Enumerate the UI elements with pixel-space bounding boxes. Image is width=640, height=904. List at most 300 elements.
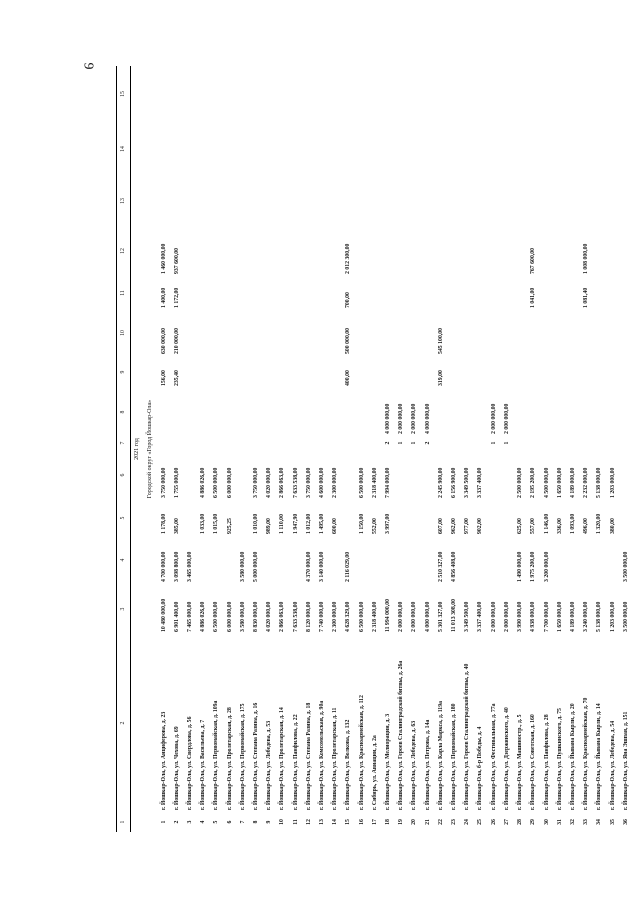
- value-cell: [237, 436, 250, 450]
- value-cell: [224, 388, 237, 436]
- value-cell: [329, 310, 342, 356]
- value-cell: [514, 436, 527, 450]
- value-cell: [237, 356, 250, 388]
- value-cell: [620, 276, 633, 310]
- value-cell: 2: [385, 441, 392, 445]
- value-cell: [567, 388, 580, 436]
- row-number: 19: [398, 819, 405, 825]
- value-cell: [197, 536, 210, 584]
- value-cell: 2 245 900,00: [437, 467, 444, 498]
- value-cell: 5 301 327,00: [437, 601, 444, 632]
- value-cell: 3 990 000,00: [517, 601, 524, 632]
- table-row: [158, 66, 171, 832]
- value-cell: 2 866 063,00: [279, 601, 286, 632]
- empty-cell: [448, 66, 461, 122]
- value-cell: 1 033,00: [200, 513, 207, 534]
- value-cell: 4 370 000,00: [305, 551, 312, 582]
- value-cell: 1 010,00: [253, 513, 260, 534]
- row-number: 4: [200, 820, 207, 824]
- value-cell: [554, 436, 567, 450]
- value-cell: [395, 536, 408, 584]
- value-cell: [527, 388, 540, 436]
- value-cell: 500 000,00: [345, 327, 352, 354]
- table-row: [461, 66, 474, 832]
- column-number: 7: [117, 436, 131, 450]
- value-cell: [501, 356, 514, 388]
- value-cell: [541, 388, 554, 436]
- empty-cell: [250, 176, 263, 226]
- table-row: [250, 66, 263, 832]
- address-cell: г. Йошкар-Ола, ул. Советская, д. 160: [530, 714, 537, 810]
- value-cell: 2 195 200,00: [530, 467, 537, 498]
- table-row: [580, 66, 593, 832]
- value-cell: 1 203 000,00: [609, 601, 616, 632]
- value-cell: [237, 276, 250, 310]
- row-number: 1: [160, 820, 167, 824]
- value-cell: [329, 436, 342, 450]
- value-cell: [474, 356, 487, 388]
- value-cell: [567, 536, 580, 584]
- value-cell: [356, 436, 369, 450]
- value-cell: 989,00: [266, 518, 273, 534]
- value-cell: [501, 450, 514, 500]
- value-cell: 3 349 500,00: [464, 467, 471, 498]
- value-cell: [488, 536, 501, 584]
- value-cell: [369, 356, 382, 388]
- value-cell: [607, 310, 620, 356]
- value-cell: 3 997,00: [385, 513, 392, 534]
- column-number: 9: [117, 356, 131, 388]
- empty-cell: [316, 176, 329, 226]
- value-cell: [567, 310, 580, 356]
- value-cell: [184, 388, 197, 436]
- value-cell: 1: [503, 441, 510, 445]
- table-row: [501, 66, 514, 832]
- value-cell: 4 000 000,00: [385, 403, 392, 434]
- empty-cell: [514, 176, 527, 226]
- rotated-page: [116, 66, 629, 832]
- empty-cell: [210, 176, 223, 226]
- value-cell: [184, 450, 197, 500]
- empty-cell: [514, 66, 527, 122]
- row-number: 16: [358, 819, 365, 825]
- empty-cell: [263, 66, 276, 122]
- value-cell: 1 178,00: [160, 513, 167, 534]
- value-cell: [620, 388, 633, 436]
- empty-cell: [263, 176, 276, 226]
- value-cell: [276, 356, 289, 388]
- value-cell: 1 490 000,00: [517, 551, 524, 582]
- value-cell: 2 000 000,00: [398, 601, 405, 632]
- empty-cell: [184, 66, 197, 122]
- value-cell: [541, 276, 554, 310]
- value-cell: [395, 226, 408, 276]
- empty-cell: [541, 122, 554, 176]
- value-cell: [620, 356, 633, 388]
- value-cell: 700,00: [345, 292, 352, 308]
- value-cell: [501, 536, 514, 584]
- value-cell: [316, 356, 329, 388]
- value-cell: [474, 310, 487, 356]
- value-cell: [422, 450, 435, 500]
- row-number: 17: [371, 819, 378, 825]
- value-cell: 1: [398, 441, 405, 445]
- empty-cell: [527, 176, 540, 226]
- table-row: [197, 66, 210, 832]
- value-cell: 3 750 000,00: [253, 467, 260, 498]
- value-cell: 962,00: [451, 518, 458, 534]
- empty-cell: [448, 176, 461, 226]
- value-cell: 552,00: [371, 518, 378, 534]
- value-cell: [316, 310, 329, 356]
- value-cell: 6 500 000,00: [213, 601, 220, 632]
- value-cell: [290, 226, 303, 276]
- value-cell: [607, 536, 620, 584]
- row-number: 32: [569, 819, 576, 825]
- address-cell: г. Йошкар-Ола, ул. Васильева, д. 7: [200, 719, 207, 810]
- value-cell: 4 189 000,00: [569, 467, 576, 498]
- empty-cell: [369, 122, 382, 176]
- value-cell: [290, 310, 303, 356]
- empty-cell: [276, 66, 289, 122]
- column-number-row: [117, 66, 131, 832]
- value-cell: 1 041,00: [530, 287, 537, 308]
- value-cell: 1 460 000,00: [160, 243, 167, 274]
- value-cell: [554, 536, 567, 584]
- value-cell: 5 000 000,00: [253, 551, 260, 582]
- address-cell: г. Йошкар-Ола, ул. Анциферова, д. 23: [160, 711, 167, 810]
- value-cell: 2 300 000,00: [332, 467, 339, 498]
- value-cell: [527, 310, 540, 356]
- empty-cell: [382, 66, 395, 122]
- empty-cell: [263, 122, 276, 176]
- value-cell: [408, 500, 421, 536]
- value-cell: [263, 356, 276, 388]
- empty-cell: [435, 176, 448, 226]
- empty-cell: [395, 66, 408, 122]
- value-cell: [514, 310, 527, 356]
- value-cell: 1 012,00: [305, 513, 312, 534]
- district-row: [144, 66, 157, 832]
- value-cell: [303, 388, 316, 436]
- value-cell: 4 600 000,00: [319, 467, 326, 498]
- value-cell: [210, 536, 223, 584]
- value-cell: [448, 436, 461, 450]
- empty-cell: [593, 122, 606, 176]
- value-cell: [435, 276, 448, 310]
- value-cell: [593, 226, 606, 276]
- value-cell: [224, 310, 237, 356]
- row-number: 20: [411, 819, 418, 825]
- value-cell: [501, 226, 514, 276]
- value-cell: [369, 276, 382, 310]
- value-cell: [514, 276, 527, 310]
- table-row: [263, 66, 276, 832]
- value-cell: [461, 226, 474, 276]
- address-cell: г. Йошкар-Ола, ул. Петрова, д. 14а: [424, 719, 431, 810]
- value-cell: [395, 450, 408, 500]
- value-cell: 937 600,00: [173, 247, 180, 274]
- row-number: 2: [173, 820, 180, 824]
- empty-cell: [554, 66, 567, 122]
- value-cell: 977,00: [464, 518, 471, 534]
- table-row: [527, 66, 540, 832]
- value-cell: [276, 388, 289, 436]
- value-cell: [342, 450, 355, 500]
- table-row: [356, 66, 369, 832]
- value-cell: [567, 226, 580, 276]
- table-row: [567, 66, 580, 832]
- empty-cell: [620, 176, 633, 226]
- value-cell: 4 020 000,00: [266, 467, 273, 498]
- value-cell: 2 318 400,00: [371, 467, 378, 498]
- empty-cell: [527, 122, 540, 176]
- value-cell: [303, 276, 316, 310]
- empty-cell: [316, 66, 329, 122]
- value-cell: [488, 450, 501, 500]
- value-cell: 3 750 000,00: [305, 467, 312, 498]
- value-cell: 6 000 000,00: [226, 467, 233, 498]
- value-cell: [607, 276, 620, 310]
- value-cell: [263, 536, 276, 584]
- value-cell: [369, 436, 382, 450]
- value-cell: [210, 436, 223, 450]
- table-row: [184, 66, 197, 832]
- empty-cell: [474, 66, 487, 122]
- empty-cell: [171, 122, 184, 176]
- value-cell: [224, 356, 237, 388]
- table-row: [210, 66, 223, 832]
- value-cell: [356, 536, 369, 584]
- empty-cell: [316, 122, 329, 176]
- table-row: [620, 66, 633, 832]
- value-cell: [395, 310, 408, 356]
- value-cell: [356, 310, 369, 356]
- table-row: [422, 66, 435, 832]
- value-cell: [382, 356, 395, 388]
- value-cell: [250, 356, 263, 388]
- value-cell: 4 189 000,00: [569, 601, 576, 632]
- value-cell: 2 500 000,00: [517, 467, 524, 498]
- empty-cell: [408, 176, 421, 226]
- value-cell: 4 886 026,00: [200, 467, 207, 498]
- value-cell: [593, 536, 606, 584]
- empty-cell: [435, 122, 448, 176]
- value-cell: 4 500 000,00: [543, 467, 550, 498]
- value-cell: 2 012 300,00: [345, 243, 352, 274]
- value-cell: 1 081,40: [583, 287, 590, 308]
- value-cell: [488, 226, 501, 276]
- value-cell: 4 628 329,00: [345, 601, 352, 632]
- value-cell: [474, 436, 487, 450]
- column-number: 6: [117, 450, 131, 500]
- table-row: [448, 66, 461, 832]
- value-cell: [171, 436, 184, 450]
- value-cell: [329, 226, 342, 276]
- column-number: 2: [117, 634, 131, 812]
- value-cell: 2 866 063,00: [279, 467, 286, 498]
- empty-cell: [422, 176, 435, 226]
- empty-cell: [329, 122, 342, 176]
- value-cell: [382, 276, 395, 310]
- column-number: 4: [117, 536, 131, 584]
- value-cell: [342, 500, 355, 536]
- value-cell: [422, 310, 435, 356]
- value-cell: [210, 310, 223, 356]
- value-cell: [263, 388, 276, 436]
- value-cell: 3 240 000,00: [583, 601, 590, 632]
- value-cell: [541, 436, 554, 450]
- value-cell: 2 232 000,00: [583, 467, 590, 498]
- value-cell: 545 100,00: [437, 327, 444, 354]
- empty-cell: [501, 122, 514, 176]
- value-cell: [461, 276, 474, 310]
- address-cell: г. Йошкар-Ола, ул. Карла Маркса, д. 119а: [437, 701, 444, 810]
- row-number: 10: [279, 819, 286, 825]
- empty-cell: [276, 176, 289, 226]
- row-number: 8: [253, 820, 260, 824]
- address-cell: г. Йошкар-Ола, ул. Лебедева, д. 53: [266, 720, 273, 810]
- row-number: 3: [187, 820, 194, 824]
- value-cell: 3 500 000,00: [622, 551, 629, 582]
- value-cell: 2 510 327,00: [437, 551, 444, 582]
- value-cell: 6 901 400,00: [173, 601, 180, 632]
- year-label: 2021 год: [134, 438, 141, 460]
- empty-cell: [171, 66, 184, 122]
- value-cell: [356, 276, 369, 310]
- empty-cell: [580, 122, 593, 176]
- value-cell: 6 500 000,00: [358, 467, 365, 498]
- value-cell: 3 337 400,00: [477, 467, 484, 498]
- value-cell: [171, 388, 184, 436]
- value-cell: [263, 276, 276, 310]
- value-cell: [395, 500, 408, 536]
- column-number: 13: [117, 176, 131, 226]
- value-cell: [488, 310, 501, 356]
- address-cell: г. Йошкар-Ола, ул. Героев Сталинградской битвы, д. 26а: [398, 660, 405, 810]
- value-cell: [263, 226, 276, 276]
- value-cell: 7 700 000,00: [543, 601, 550, 632]
- value-cell: [488, 500, 501, 536]
- table-row: [607, 66, 620, 832]
- value-cell: [435, 226, 448, 276]
- value-cell: [184, 226, 197, 276]
- value-cell: 336,00: [556, 518, 563, 534]
- value-cell: 385,00: [173, 518, 180, 534]
- empty-cell: [329, 176, 342, 226]
- empty-cell: [237, 176, 250, 226]
- value-cell: 8 830 000,00: [253, 601, 260, 632]
- value-cell: 1: [490, 441, 497, 445]
- empty-cell: [184, 176, 197, 226]
- empty-cell: [290, 176, 303, 226]
- value-cell: [329, 536, 342, 584]
- value-cell: 8 120 000,00: [305, 601, 312, 632]
- table-row: [303, 66, 316, 832]
- value-cell: 630 000,00: [160, 327, 167, 354]
- value-cell: [607, 356, 620, 388]
- value-cell: [422, 500, 435, 536]
- row-number: 36: [622, 819, 629, 825]
- empty-cell: [422, 66, 435, 122]
- row-number: 21: [424, 819, 431, 825]
- value-cell: [620, 436, 633, 450]
- address-cell: г. Йошкар-Ола, ул. Лебедева, д. 63: [411, 720, 418, 810]
- address-cell: г. Йошкар-Ола, ул. Степана Разина, д. 16: [253, 702, 260, 810]
- address-cell: г. Йошкар-Ола, ул. Фестивальная, д. 77а: [490, 703, 497, 810]
- empty-cell: [369, 176, 382, 226]
- value-cell: 3 580 000,00: [239, 551, 246, 582]
- value-cell: [237, 388, 250, 436]
- empty-cell: [329, 66, 342, 122]
- value-cell: [408, 356, 421, 388]
- table-row: [395, 66, 408, 832]
- value-cell: [448, 310, 461, 356]
- address-cell: г. Йошкар-Ола, ул. Дзержинского, д. 40: [503, 707, 510, 810]
- value-cell: 1 975 200,00: [530, 551, 537, 582]
- value-cell: [250, 388, 263, 436]
- address-cell: г. Йошкар-Ола, ул. Пролетарская, д. 28: [226, 707, 233, 810]
- value-cell: [541, 226, 554, 276]
- column-number: 1: [117, 812, 131, 832]
- address-cell: г. Йошкар-Ола, ул. Йывана Кырли, д. 20: [569, 703, 576, 810]
- value-cell: [158, 388, 171, 436]
- value-cell: 380,00: [609, 518, 616, 534]
- empty-cell: [290, 122, 303, 176]
- value-cell: [593, 436, 606, 450]
- empty-cell: [422, 122, 435, 176]
- value-cell: 4 938 000,00: [530, 601, 537, 632]
- table-row: [593, 66, 606, 832]
- empty-cell: [250, 66, 263, 122]
- value-cell: [554, 226, 567, 276]
- table-row: [435, 66, 448, 832]
- value-cell: 600,00: [332, 518, 339, 534]
- empty-cell: [197, 122, 210, 176]
- value-cell: [527, 436, 540, 450]
- value-cell: 1 495,00: [319, 513, 326, 534]
- value-cell: [237, 310, 250, 356]
- value-cell: 6 500 000,00: [213, 467, 220, 498]
- value-cell: [316, 276, 329, 310]
- value-cell: 4 886 026,00: [200, 601, 207, 632]
- table-row: [276, 66, 289, 832]
- value-cell: 5 138 000,00: [596, 601, 603, 632]
- registry-table: [116, 66, 633, 832]
- value-cell: 1 755 000,00: [173, 467, 180, 498]
- address-cell: г. Йошкар-Ола, ул. Героев Сталинградской битвы, д. 40: [464, 663, 471, 810]
- empty-cell: [488, 176, 501, 226]
- value-cell: [197, 356, 210, 388]
- value-cell: [541, 310, 554, 356]
- value-cell: [250, 226, 263, 276]
- value-cell: [448, 226, 461, 276]
- empty-cell: [224, 66, 237, 122]
- value-cell: 6 500 000,00: [358, 601, 365, 632]
- address-cell: г. Йошкар-Ола, ул. Чехова, д. 69: [173, 726, 180, 810]
- page-number: 9: [80, 62, 96, 70]
- empty-cell: [461, 122, 474, 176]
- value-cell: [210, 226, 223, 276]
- value-cell: [263, 310, 276, 356]
- address-cell: г. Йошкар-Ола, ул. Первомайская, д. 109а: [213, 700, 220, 810]
- value-cell: [356, 356, 369, 388]
- value-cell: [369, 388, 382, 436]
- value-cell: [514, 388, 527, 436]
- empty-cell: [501, 66, 514, 122]
- empty-cell: [276, 122, 289, 176]
- value-cell: [580, 536, 593, 584]
